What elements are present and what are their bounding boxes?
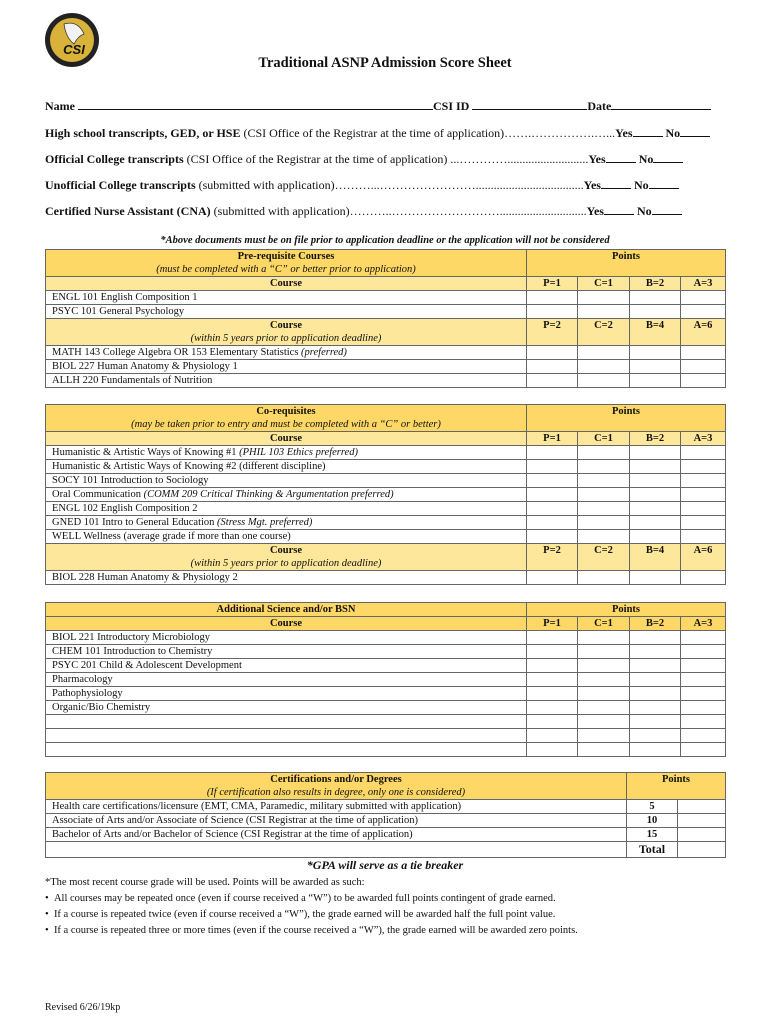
course-name: PSYC 201 Child & Adolescent Development xyxy=(46,659,527,673)
points-cell[interactable] xyxy=(681,631,726,645)
points-cell[interactable] xyxy=(630,446,681,460)
points-cell[interactable] xyxy=(578,502,630,516)
points-cell[interactable] xyxy=(527,460,578,474)
course-header: Course xyxy=(46,432,527,446)
points-cell[interactable] xyxy=(527,659,578,673)
grade-header: B=4 xyxy=(630,544,681,571)
course-name: Pathophysiology xyxy=(46,687,527,701)
points-cell[interactable] xyxy=(527,305,578,319)
points-cell[interactable] xyxy=(578,645,630,659)
points-cell[interactable] xyxy=(630,305,681,319)
course-header: Course xyxy=(269,545,303,556)
points-cell[interactable] xyxy=(578,460,630,474)
check-description: (submitted with application)………..………………………............................. xyxy=(210,204,587,218)
csi-id-label: CSI ID xyxy=(433,99,470,113)
points-cell[interactable] xyxy=(578,516,630,530)
grade-header: P=1 xyxy=(527,432,578,446)
points-cell[interactable] xyxy=(681,701,726,715)
points-cell[interactable] xyxy=(681,346,726,360)
yes-field[interactable] xyxy=(606,151,636,163)
grade-header: B=2 xyxy=(630,432,681,446)
course-header: Course xyxy=(46,277,527,291)
points-cell[interactable] xyxy=(678,828,726,842)
section-title: Certifications and/or Degrees xyxy=(270,774,402,785)
check-description: (CSI Office of the Registrar at the time of application) ...…………........................... xyxy=(183,152,589,166)
points-cell[interactable] xyxy=(578,305,630,319)
name-field[interactable] xyxy=(78,98,433,110)
csi-id-field[interactable] xyxy=(472,98,587,110)
grade-header: A=6 xyxy=(681,319,726,346)
table-row xyxy=(46,701,726,715)
section-title: Co-requisites xyxy=(256,406,316,417)
document-check-row xyxy=(45,151,725,167)
certification-name: Associate of Arts and/or Associate of Science (CSI Registrar at the time of application) xyxy=(46,814,627,828)
page-title: Traditional ASNP Admission Score Sheet xyxy=(258,55,512,71)
points-cell[interactable] xyxy=(527,743,578,757)
table-row xyxy=(46,305,726,319)
points-cell[interactable] xyxy=(630,374,681,388)
documents-notice: *Above documents must be on file prior to application deadline or the application will not be considered xyxy=(160,235,610,246)
points-cell[interactable] xyxy=(578,446,630,460)
points-cell[interactable] xyxy=(527,571,578,585)
points-cell[interactable] xyxy=(630,715,681,729)
points-cell[interactable] xyxy=(681,374,726,388)
points-cell[interactable] xyxy=(527,516,578,530)
points-cell[interactable] xyxy=(630,488,681,502)
notes-intro: *The most recent course grade will be used. Points will be awarded as such: xyxy=(45,877,365,888)
table-row xyxy=(46,502,726,516)
course-name: Organic/Bio Chemistry xyxy=(46,701,527,715)
table-row xyxy=(46,291,726,305)
yes-field[interactable] xyxy=(601,177,631,189)
points-header: Points xyxy=(627,773,726,800)
course-name: ENGL 101 English Composition 1 xyxy=(46,291,527,305)
document-check-row xyxy=(45,203,725,219)
points-cell[interactable] xyxy=(630,474,681,488)
course-name: Pharmacology xyxy=(46,673,527,687)
points-cell[interactable] xyxy=(578,631,630,645)
points-cell[interactable] xyxy=(578,488,630,502)
bullet-icon: • xyxy=(45,925,54,936)
check-label: Official College transcripts xyxy=(45,152,184,166)
grade-header: A=3 xyxy=(681,432,726,446)
points-cell[interactable] xyxy=(578,346,630,360)
section-subtitle: (must be completed with a “C” or better prior to application) xyxy=(156,264,416,275)
points-header: Points xyxy=(527,405,726,432)
yes-field[interactable] xyxy=(633,125,663,137)
corequisite-table xyxy=(45,404,726,585)
points-cell[interactable] xyxy=(527,645,578,659)
grading-notes xyxy=(45,875,578,939)
points-cell[interactable] xyxy=(630,502,681,516)
points-cell[interactable] xyxy=(630,659,681,673)
points-cell[interactable] xyxy=(527,346,578,360)
course-header: Course xyxy=(46,617,527,631)
grade-header: B=4 xyxy=(630,319,681,346)
points-cell[interactable] xyxy=(681,687,726,701)
points-cell[interactable] xyxy=(630,516,681,530)
points-cell[interactable] xyxy=(681,291,726,305)
total-row xyxy=(46,842,726,858)
points-cell[interactable] xyxy=(681,645,726,659)
section-header xyxy=(46,603,726,617)
grade-header: C=2 xyxy=(578,544,630,571)
points-cell[interactable] xyxy=(681,460,726,474)
revision-footer: Revised 6/26/19kp xyxy=(45,1002,121,1013)
points-cell[interactable] xyxy=(630,571,681,585)
table-row xyxy=(46,729,726,743)
course-name: MATH 143 College Algebra OR 153 Elementary Statistics (preferred) xyxy=(46,346,527,360)
course-name: PSYC 101 General Psychology xyxy=(46,305,527,319)
document-check-row xyxy=(45,125,725,141)
bullet-icon: • xyxy=(45,893,54,904)
points-cell[interactable] xyxy=(578,715,630,729)
table-row xyxy=(46,488,726,502)
yes-label: Yes xyxy=(615,126,633,140)
note-bullet: • If a course is repeated three or more times (even if the course received a “W”), the grade earned will be awarded zero points. xyxy=(45,925,578,936)
total-cell[interactable] xyxy=(678,842,726,858)
points-cell[interactable] xyxy=(681,360,726,374)
table-row xyxy=(46,474,726,488)
grade-header: B=2 xyxy=(630,617,681,631)
points-cell[interactable] xyxy=(527,488,578,502)
date-field[interactable] xyxy=(611,98,711,110)
grade-header: A=3 xyxy=(681,617,726,631)
points-cell[interactable] xyxy=(630,673,681,687)
course-name xyxy=(46,715,527,729)
bullet-icon: • xyxy=(45,909,54,920)
section-subtitle: (may be taken prior to entry and must be completed with a “C” or better) xyxy=(131,419,441,430)
no-field[interactable] xyxy=(652,203,682,215)
check-label: High school transcripts, GED, or HSE xyxy=(45,126,241,140)
gpa-note: *GPA will serve as a tie breaker xyxy=(306,858,464,872)
table-row xyxy=(46,687,726,701)
points-cell[interactable] xyxy=(578,687,630,701)
certification-name: Health care certifications/licensure (EMT, CMA, Paramedic, military submitted with application) xyxy=(46,800,627,814)
section-header xyxy=(46,405,726,432)
course-name: WELL Wellness (average grade if more than one course) xyxy=(46,530,527,544)
course-name: BIOL 228 Human Anatomy & Physiology 2 xyxy=(46,571,527,585)
no-label: No xyxy=(636,204,652,218)
points-header: Points xyxy=(527,250,726,277)
points-cell[interactable] xyxy=(578,374,630,388)
points-cell[interactable] xyxy=(578,673,630,687)
points-cell[interactable] xyxy=(630,687,681,701)
points-cell[interactable] xyxy=(630,360,681,374)
points-cell[interactable] xyxy=(578,291,630,305)
course-name: CHEM 101 Introduction to Chemistry xyxy=(46,645,527,659)
grade-header: C=1 xyxy=(578,277,630,291)
grade-header: C=2 xyxy=(578,319,630,346)
date-label: Date xyxy=(587,99,612,113)
table-row xyxy=(46,631,726,645)
course-header-row xyxy=(46,544,726,571)
grade-header: P=1 xyxy=(527,277,578,291)
certification-name: Bachelor of Arts and/or Bachelor of Science (CSI Registrar at the time of application) xyxy=(46,828,627,842)
table-row xyxy=(46,571,726,585)
note-bullet: • All courses may be repeated once (even if course received a “W”) to be awarded full points contingent of grade earned. xyxy=(45,893,556,904)
table-row xyxy=(46,516,726,530)
table-row xyxy=(46,346,726,360)
points-value: 5 xyxy=(627,800,678,814)
grade-header: C=1 xyxy=(578,432,630,446)
points-cell[interactable] xyxy=(578,701,630,715)
points-cell[interactable] xyxy=(527,360,578,374)
course-name: SOCY 101 Introduction to Sociology xyxy=(46,474,527,488)
no-label: No xyxy=(638,152,654,166)
section-header xyxy=(46,773,726,800)
points-cell[interactable] xyxy=(681,446,726,460)
grade-header: P=2 xyxy=(527,319,578,346)
points-cell[interactable] xyxy=(527,701,578,715)
points-value: 15 xyxy=(627,828,678,842)
points-cell[interactable] xyxy=(527,631,578,645)
course-subheader: (within 5 years prior to application deadline) xyxy=(190,333,382,344)
course-name: ALLH 220 Fundamentals of Nutrition xyxy=(46,374,527,388)
table-row xyxy=(46,743,726,757)
points-cell[interactable] xyxy=(527,446,578,460)
certifications-table xyxy=(45,772,726,858)
points-cell[interactable] xyxy=(578,729,630,743)
table-row xyxy=(46,460,726,474)
points-cell[interactable] xyxy=(527,673,578,687)
table-row xyxy=(46,530,726,544)
points-cell[interactable] xyxy=(527,291,578,305)
no-label: No xyxy=(633,178,649,192)
course-header-row xyxy=(46,277,726,291)
points-cell[interactable] xyxy=(681,659,726,673)
yes-label: Yes xyxy=(586,204,604,218)
points-cell[interactable] xyxy=(527,530,578,544)
table-row xyxy=(46,659,726,673)
course-name xyxy=(46,729,527,743)
check-description: (submitted with application)………...…………………….................................... xyxy=(195,178,584,192)
table-row xyxy=(46,673,726,687)
yes-label: Yes xyxy=(588,152,606,166)
points-cell[interactable] xyxy=(527,687,578,701)
points-cell[interactable] xyxy=(681,673,726,687)
points-cell[interactable] xyxy=(630,291,681,305)
grade-header: C=1 xyxy=(578,617,630,631)
course-name: Oral Communication (COMM 209 Critical Thinking & Argumentation preferred) xyxy=(46,488,527,502)
table-row xyxy=(46,374,726,388)
points-cell[interactable] xyxy=(630,645,681,659)
name-label: Name xyxy=(45,99,75,113)
points-cell[interactable] xyxy=(578,659,630,673)
points-cell[interactable] xyxy=(681,743,726,757)
course-header-row xyxy=(46,319,726,346)
points-cell[interactable] xyxy=(527,729,578,743)
points-header: Points xyxy=(527,603,726,617)
science-table xyxy=(45,602,726,757)
course-name: Humanistic & Artistic Ways of Knowing #1 (PHIL 103 Ethics preferred) xyxy=(46,446,527,460)
points-cell[interactable] xyxy=(578,571,630,585)
points-cell[interactable] xyxy=(527,502,578,516)
points-cell[interactable] xyxy=(527,715,578,729)
no-field[interactable] xyxy=(649,177,679,189)
points-cell[interactable] xyxy=(630,631,681,645)
points-cell[interactable] xyxy=(578,474,630,488)
points-cell[interactable] xyxy=(681,305,726,319)
points-cell[interactable] xyxy=(630,346,681,360)
points-cell[interactable] xyxy=(578,360,630,374)
grade-header: B=2 xyxy=(630,277,681,291)
points-cell[interactable] xyxy=(681,715,726,729)
check-label: Certified Nurse Assistant (CNA) xyxy=(45,204,211,218)
points-cell[interactable] xyxy=(681,502,726,516)
check-label: Unofficial College transcripts xyxy=(45,178,196,192)
points-cell[interactable] xyxy=(578,530,630,544)
points-cell[interactable] xyxy=(630,743,681,757)
yes-field[interactable] xyxy=(604,203,634,215)
course-name xyxy=(46,743,527,757)
points-cell[interactable] xyxy=(681,474,726,488)
points-value: 10 xyxy=(627,814,678,828)
points-cell[interactable] xyxy=(527,374,578,388)
course-name: GNED 101 Intro to General Education (Stress Mgt. preferred) xyxy=(46,516,527,530)
no-field[interactable] xyxy=(680,125,710,137)
grade-header: A=6 xyxy=(681,544,726,571)
section-title: Pre-requisite Courses xyxy=(237,251,335,262)
course-name: BIOL 227 Human Anatomy & Physiology 1 xyxy=(46,360,527,374)
table-row xyxy=(46,360,726,374)
points-cell[interactable] xyxy=(630,729,681,743)
course-header: Course xyxy=(269,320,303,331)
section-subtitle: (If certification also results in degree, only one is considered) xyxy=(206,787,466,798)
points-cell[interactable] xyxy=(678,800,726,814)
table-row xyxy=(46,800,726,814)
points-cell[interactable] xyxy=(578,743,630,757)
yes-label: Yes xyxy=(583,178,601,192)
section-title: Additional Science and/or BSN xyxy=(46,603,527,617)
course-subheader: (within 5 years prior to application deadline) xyxy=(190,558,382,569)
grade-header: P=2 xyxy=(527,544,578,571)
course-header-row xyxy=(46,432,726,446)
prerequisite-table xyxy=(45,249,726,388)
no-label: No xyxy=(665,126,681,140)
points-cell[interactable] xyxy=(527,474,578,488)
course-name: BIOL 221 Introductory Microbiology xyxy=(46,631,527,645)
points-cell[interactable] xyxy=(681,530,726,544)
document-check-row xyxy=(45,177,725,193)
grade-header: A=3 xyxy=(681,277,726,291)
total-label: Total xyxy=(627,842,678,858)
table-row xyxy=(46,645,726,659)
table-row xyxy=(46,828,726,842)
check-description: (CSI Office of the Registrar at the time of application)…….…………….…... xyxy=(240,126,616,140)
section-header xyxy=(46,250,726,277)
identity-row xyxy=(45,98,725,114)
svg-text:CSI: CSI xyxy=(63,42,85,57)
points-cell[interactable] xyxy=(630,530,681,544)
points-cell[interactable] xyxy=(681,516,726,530)
points-cell[interactable] xyxy=(681,571,726,585)
course-name: ENGL 102 English Composition 2 xyxy=(46,502,527,516)
grade-header: P=1 xyxy=(527,617,578,631)
table-row xyxy=(46,814,726,828)
note-bullet: • If a course is repeated twice (even if course received a “W”), the grade earned will be awarded half the full point value. xyxy=(45,909,556,920)
table-row xyxy=(46,715,726,729)
table-row xyxy=(46,446,726,460)
points-cell[interactable] xyxy=(630,460,681,474)
points-cell[interactable] xyxy=(681,729,726,743)
points-cell[interactable] xyxy=(678,814,726,828)
course-name: Humanistic & Artistic Ways of Knowing #2 (different discipline) xyxy=(46,460,527,474)
course-header-row xyxy=(46,617,726,631)
points-cell[interactable] xyxy=(681,488,726,502)
no-field[interactable] xyxy=(653,151,683,163)
points-cell[interactable] xyxy=(630,701,681,715)
